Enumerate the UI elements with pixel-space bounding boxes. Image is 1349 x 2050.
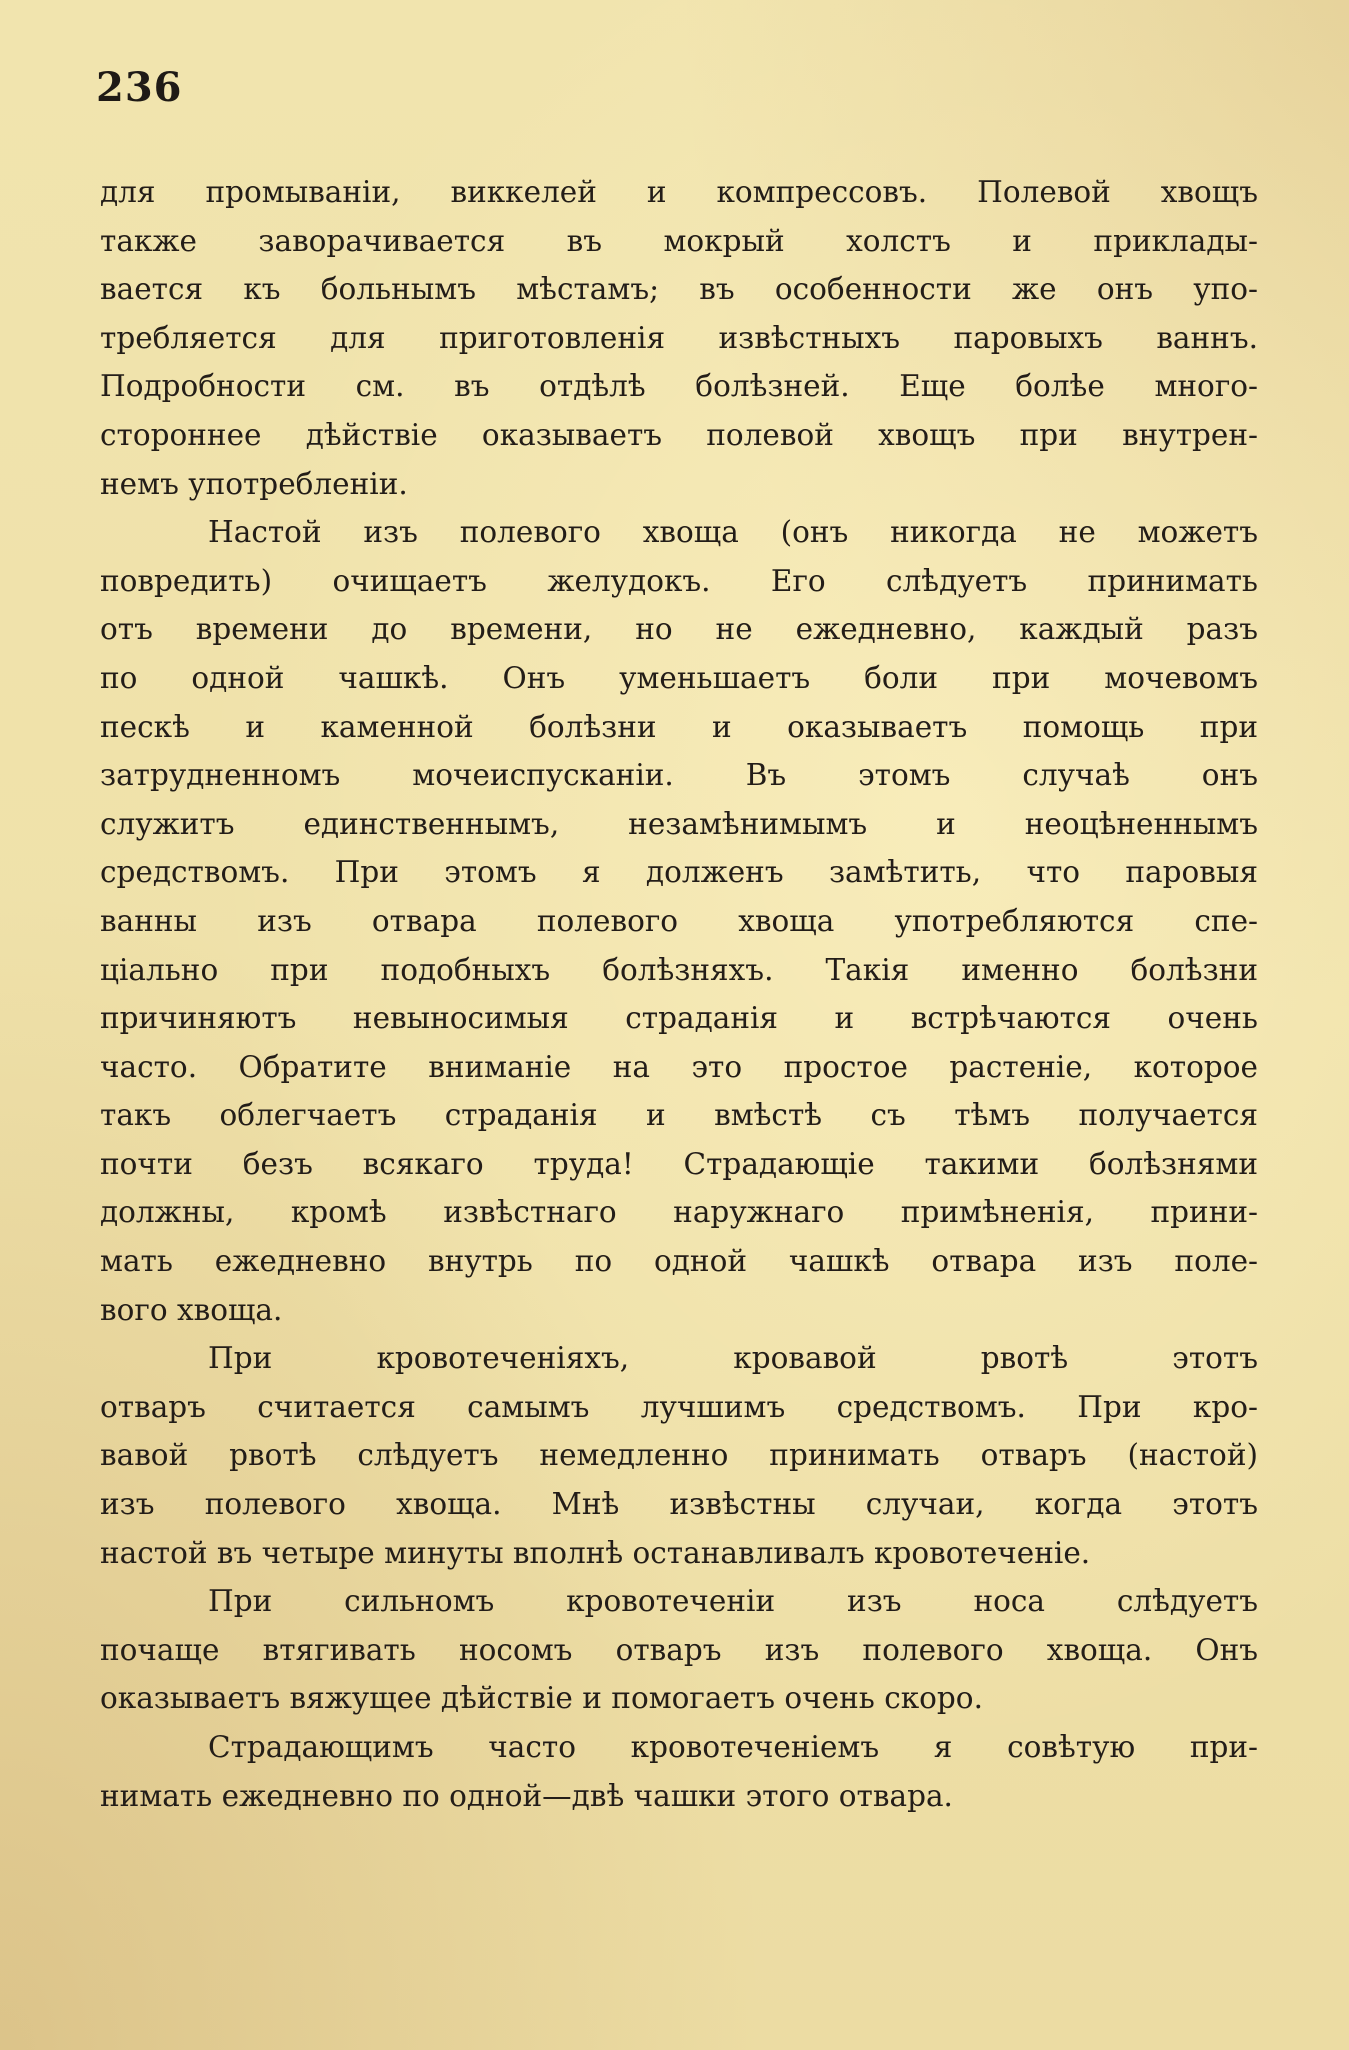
paragraph [100, 1723, 1258, 1820]
text-line: также заворачивается въ мокрый холстъ и приклады- [100, 223, 1258, 258]
text-line: затрудненномъ мочеиспусканiи. Въ этомъ случаѣ онъ [100, 758, 1258, 793]
text-line: настой въ четыре минуты вполнѣ останавливалъ кровотеченiе. [100, 1535, 1091, 1570]
text-line: мать ежедневно внутрь по одной чашкѣ отвара изъ поле- [100, 1244, 1258, 1279]
body-text [100, 168, 1258, 1820]
text-line: ванны изъ отвара полевого хвоща употребляются спе- [100, 903, 1258, 938]
text-line: такъ облегчаетъ страданiя и вмѣстѣ съ тѣмъ получается [100, 1098, 1258, 1133]
text-line: цiально при подобныхъ болѣзняхъ. Такiя именно болѣзни [100, 952, 1258, 987]
page-number: 236 [96, 64, 183, 111]
text-line: причиняютъ невыносимыя страданiя и встрѣчаются очень [100, 1001, 1258, 1036]
text-line: вается къ больнымъ мѣстамъ; въ особенности же онъ упо- [100, 272, 1258, 307]
text-line: Страдающимъ часто кровотеченiемъ я совѣтую при- [208, 1730, 1258, 1764]
text-line: При кровотеченiяхъ, кровавой рвотѣ этотъ [208, 1341, 1258, 1376]
text-line: вого хвоща. [100, 1292, 283, 1327]
text-line: должны, кромѣ извѣстнаго наружнаго примѣненiя, прини- [100, 1195, 1258, 1230]
text-line: Подробности см. въ отдѣлѣ болѣзней. Еще болѣе много- [100, 369, 1258, 404]
paragraph [100, 508, 1258, 1334]
text-line: почаще втягивать носомъ отваръ изъ полевого хвоща. Онъ [100, 1632, 1258, 1667]
paragraph [100, 168, 1258, 508]
text-line: часто. Обратите вниманiе на это простое растенiе, которое [100, 1049, 1258, 1084]
text-line: пескѣ и каменной болѣзни и оказываетъ помощь при [100, 709, 1258, 744]
text-line: отваръ считается самымъ лучшимъ средствомъ. При кро- [100, 1389, 1258, 1424]
text-line: отъ времени до времени, но не ежедневно, каждый разъ [100, 612, 1258, 647]
text-line: средствомъ. При этомъ я долженъ замѣтить, что паровыя [100, 855, 1258, 890]
text-line: немъ употребленiи. [100, 466, 408, 501]
paragraph [100, 1577, 1258, 1723]
text-line: изъ полевого хвоща. Мнѣ извѣстны случаи, когда этотъ [100, 1487, 1258, 1522]
text-line: по одной чашкѣ. Онъ уменьшаетъ боли при мочевомъ [100, 660, 1258, 695]
text-line: почти безъ всякаго труда! Страдающiе такими болѣзнями [100, 1146, 1258, 1181]
text-line: Настой изъ полевого хвоща (онъ никогда не можетъ [208, 515, 1258, 550]
text-line: служитъ единственнымъ, незамѣнимымъ и неоцѣненнымъ [100, 806, 1258, 841]
text-line: нимать ежедневно по одной—двѣ чашки этого отвара. [100, 1778, 953, 1813]
text-line: оказываетъ вяжущее дѣйствiе и помогаетъ очень скоро. [100, 1681, 983, 1716]
text-line: повредить) очищаетъ желудокъ. Его слѣдуетъ принимать [100, 563, 1258, 598]
paragraph [100, 1334, 1258, 1577]
text-line: для промыванiи, виккелей и компрессовъ. Полевой хвощъ [100, 175, 1258, 209]
text-line: стороннее дѣйствiе оказываетъ полевой хвощъ при внутрен- [100, 417, 1258, 452]
text-line: требляется для приготовленiя извѣстныхъ паровыхъ ваннъ. [100, 320, 1258, 355]
text-line: вавой рвотѣ слѣдуетъ немедленно принимать отваръ (настой) [100, 1438, 1258, 1473]
text-line: При сильномъ кровотеченiи изъ носа слѣдуетъ [208, 1584, 1258, 1619]
